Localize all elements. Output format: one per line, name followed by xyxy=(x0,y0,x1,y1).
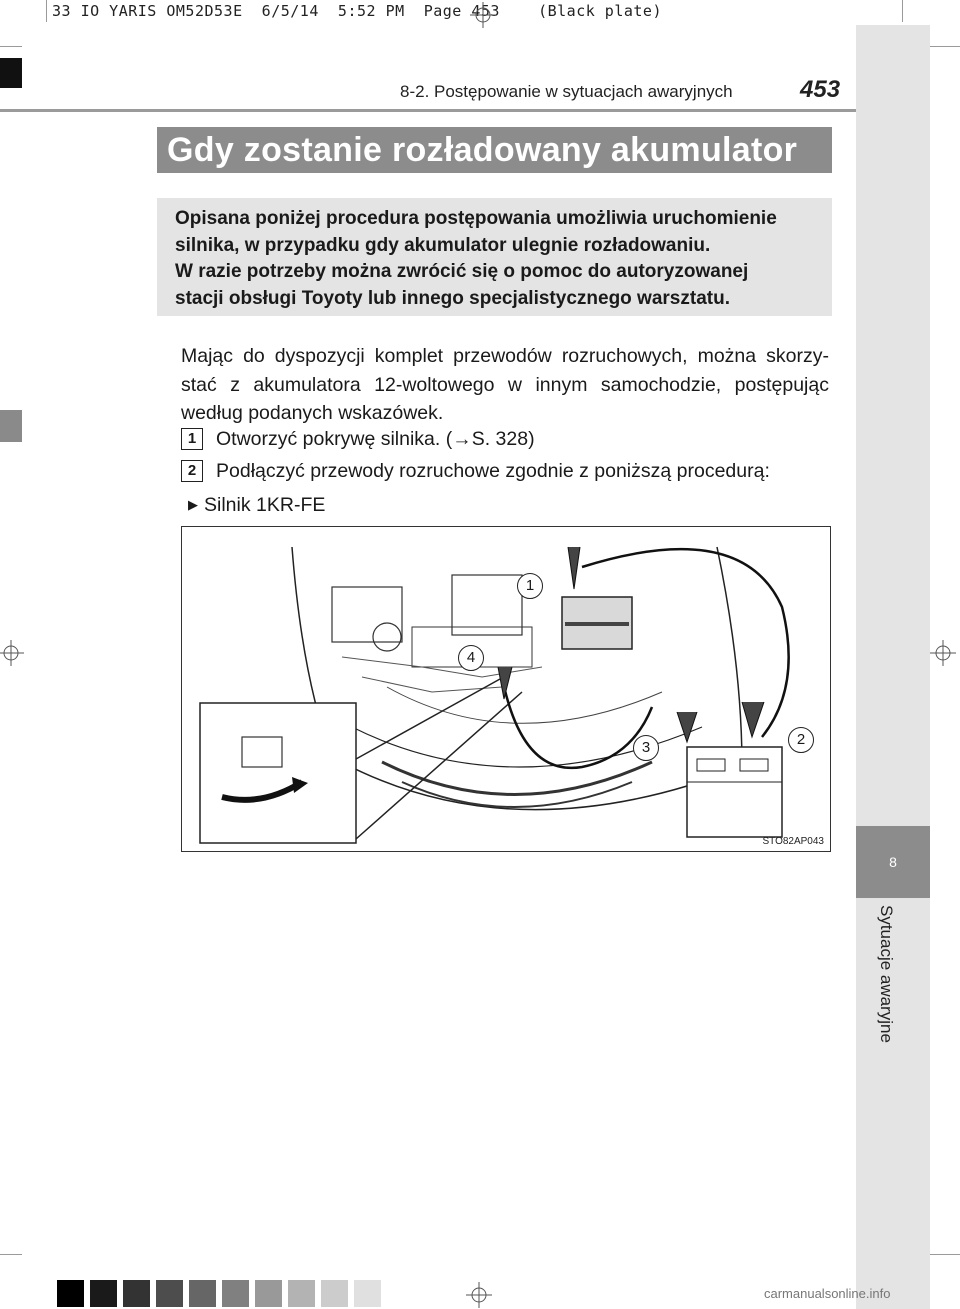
header-rule xyxy=(0,109,856,112)
thumb-tab-marker xyxy=(0,410,22,442)
registration-mark-icon xyxy=(930,640,956,666)
registration-mark-icon xyxy=(470,2,496,28)
crop-mark xyxy=(930,1254,960,1255)
section-title: 8-2. Postępowanie w sytuacjach awaryjnych xyxy=(400,82,733,101)
intro-line: silnika, w przypadku gdy akumulator ulegnie rozładowaniu. xyxy=(175,234,711,256)
crop-mark xyxy=(902,0,903,22)
callout-3: 3 xyxy=(633,735,659,761)
thumb-tab-marker xyxy=(0,58,22,88)
registration-mark-icon xyxy=(0,640,24,666)
step-number: 1 xyxy=(181,428,203,450)
registration-mark-icon xyxy=(466,1282,492,1308)
engine-bay-illustration xyxy=(182,527,831,852)
page-title: Gdy zostanie rozładowany akumulator xyxy=(157,127,832,173)
crop-mark xyxy=(930,46,960,47)
callout-4: 4 xyxy=(458,645,484,671)
step-1 xyxy=(181,426,535,452)
page-number: 453 xyxy=(800,76,841,103)
chapter-label: Sytuacje awaryjne xyxy=(877,905,896,1043)
print-header: 33 IO YARIS OM52D53E 6/5/14 5:52 PM Page 453 (Black plate) xyxy=(52,2,662,20)
jump-start-figure xyxy=(181,526,831,852)
step-2 xyxy=(181,458,770,484)
chapter-side-strip xyxy=(856,25,930,1309)
triangle-bullet-icon: ▶ xyxy=(188,497,198,512)
engine-variant-label: Silnik 1KR-FE xyxy=(204,494,326,516)
step-number: 2 xyxy=(181,460,203,482)
intro-line: stacji obsługi Toyoty lub innego specjalistycznego warsztatu. xyxy=(175,287,730,309)
callout-1: 1 xyxy=(517,573,543,599)
footer-site-name: carmanualsonline.info xyxy=(764,1286,891,1301)
step-text: Otworzyć pokrywę silnika. (→S. 328) xyxy=(216,428,535,450)
engine-variant xyxy=(188,494,325,517)
chapter-number: 8 xyxy=(889,854,897,870)
crop-mark xyxy=(46,0,47,22)
step-text: Podłączyć przewody rozruchowe zgodnie z poniższą procedurą: xyxy=(216,460,770,482)
body-paragraph: Mając do dyspozycji komplet przewodów rozruchowych, można skorzy-stać z akumulatora 12-woltowego w innym samochodzie, postępując według podanych wskazówek. xyxy=(181,345,829,424)
crop-mark xyxy=(0,46,22,47)
figure-code: STO82AP043 xyxy=(762,836,824,847)
callout-2: 2 xyxy=(788,727,814,753)
intro-line: Opisana poniżej procedura postępowania umożliwia uruchomienie xyxy=(175,208,777,229)
crop-mark xyxy=(0,1254,22,1255)
intro-box xyxy=(157,198,832,316)
intro-line: W razie potrzeby można zwrócić się o pomoc do autoryzowanej xyxy=(175,261,749,282)
